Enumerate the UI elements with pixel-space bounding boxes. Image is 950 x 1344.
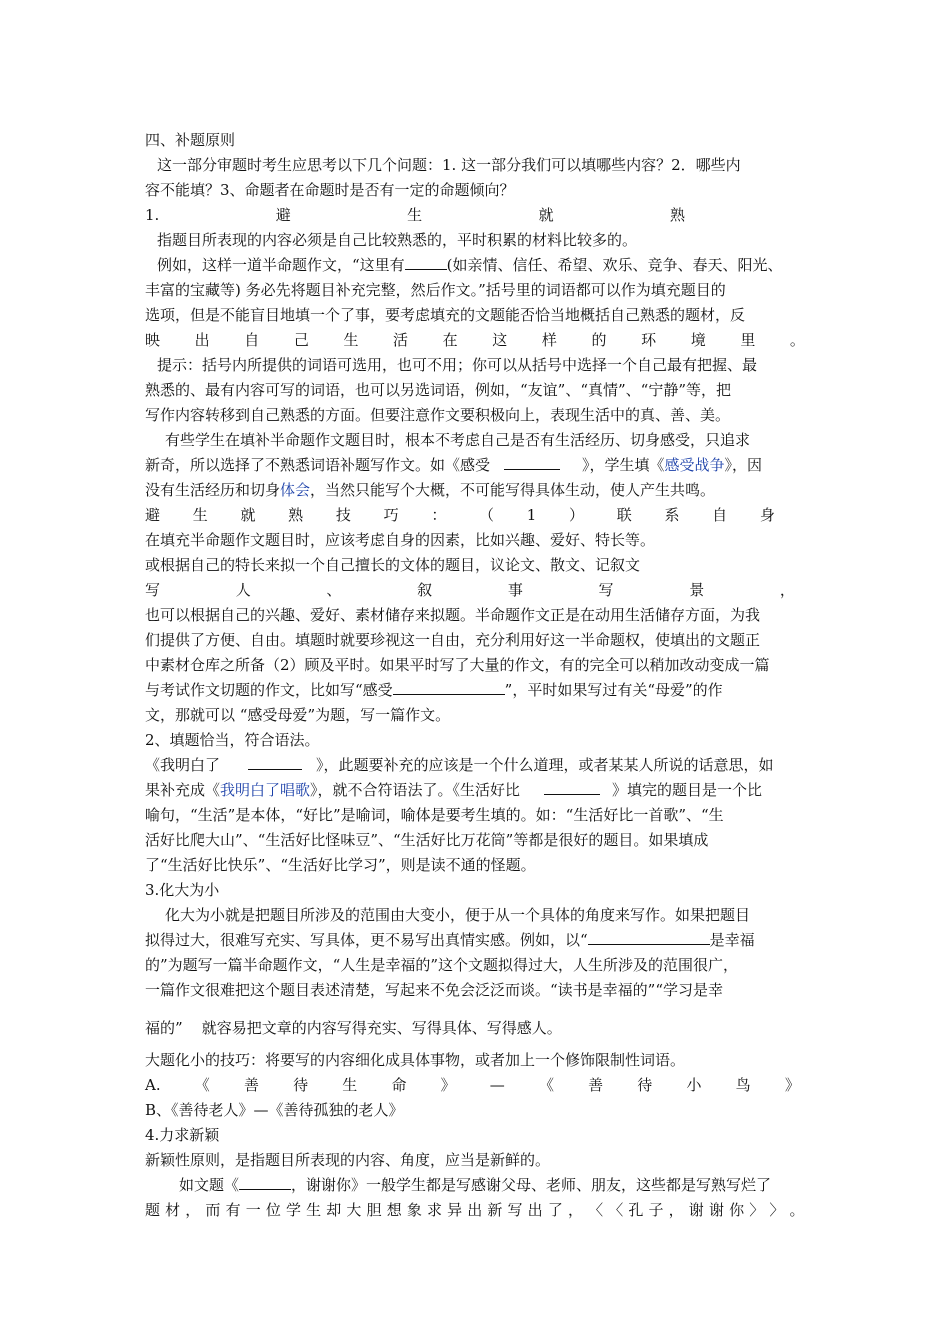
spread-char: 在 bbox=[442, 331, 458, 349]
paragraph-line: 中素材仓库之所备（2）顾及平时。如果平时写了大量的作文，有的完全可以稍加改动变成一篇 bbox=[145, 656, 770, 674]
paragraph-line-spread bbox=[145, 1200, 805, 1220]
text-run: ，当然只能写个大概，不可能写得具体生动，使人产生共鸣。 bbox=[310, 481, 716, 499]
spread-char: 谢 bbox=[708, 1201, 724, 1219]
spread-char: 善 bbox=[243, 1076, 259, 1094]
link-text[interactable]: 我明白了唱歌 bbox=[220, 781, 311, 799]
spread-char: 却 bbox=[326, 1201, 342, 1219]
paragraph-line: 们提供了方便、自由。填题时就要珍视这一自由，充分利用好这一半命题权，使填出的文题正 bbox=[145, 631, 761, 649]
text-run: 拟得过大，很难写充实、写具体，更不易写出真情实感。例如，以“ bbox=[145, 931, 588, 949]
paragraph-line: 新颖性原则，是指题目所表现的内容、角度，应当是新鲜的。 bbox=[145, 1151, 551, 1169]
spread-char: 》 bbox=[440, 1076, 456, 1094]
text-run: 》填完的题目是一个比 bbox=[612, 781, 763, 799]
paragraph-line bbox=[145, 930, 810, 950]
spread-char: 小 bbox=[686, 1076, 702, 1094]
spread-char: 〈 bbox=[588, 1201, 604, 1219]
paragraph-line: 大题化小的技巧：将要写的内容细化成具体事物，或者加上一个修饰限制性词语。 bbox=[145, 1051, 686, 1069]
spread-char: 而 bbox=[205, 1201, 221, 1219]
spread-char: 题 bbox=[145, 1201, 161, 1219]
example-spread bbox=[145, 1075, 800, 1095]
spread-char: 孔 bbox=[628, 1201, 644, 1219]
fill-blank bbox=[504, 455, 560, 470]
paragraph-line bbox=[145, 780, 810, 800]
spread-char: 映 bbox=[145, 331, 161, 349]
spread-char: 有 bbox=[225, 1201, 241, 1219]
spread-char: 出 bbox=[527, 1201, 543, 1219]
text-run: 》，此题要补充的应该是一个什么道理，或者某某人所说的话意思，如 bbox=[316, 756, 774, 774]
paragraph-line bbox=[145, 755, 810, 775]
spread-char: 活 bbox=[393, 331, 409, 349]
spread-char: 写 bbox=[598, 581, 614, 599]
text-run: 没有生活经历和切身 bbox=[145, 481, 281, 499]
text-run: ，谢谢你》一般学生都是写感谢父母、老师、朋友，这些都是写熟写烂了 bbox=[291, 1176, 772, 1194]
spread-char: 写 bbox=[507, 1201, 523, 1219]
spread-char: 事 bbox=[507, 581, 523, 599]
section-title-4: 四、补题原则 bbox=[145, 131, 236, 149]
spread-char: 鸟 bbox=[735, 1076, 751, 1094]
heading-spread bbox=[145, 505, 775, 525]
spread-char: 熟 bbox=[669, 206, 685, 224]
fill-blank bbox=[405, 255, 447, 270]
spread-char: 学 bbox=[285, 1201, 301, 1219]
spread-char: 《 bbox=[538, 1076, 554, 1094]
spread-char: 谢 bbox=[688, 1201, 704, 1219]
section-title-3: 3.化大为小 bbox=[145, 881, 220, 899]
paragraph-line: B、《善待老人》—《善待孤独的老人》 bbox=[145, 1101, 404, 1119]
paragraph-line: 一篇作文很难把这个题目表述清楚，写起来不免会泛泛而谈。“读书是幸福的”“学习是幸 bbox=[145, 981, 724, 999]
spread-char: 避 bbox=[275, 206, 291, 224]
spread-char: A. bbox=[145, 1076, 161, 1094]
spread-char: 〉 bbox=[749, 1201, 765, 1219]
paragraph-line bbox=[145, 680, 810, 700]
text-run: 《我明白了 bbox=[145, 756, 221, 774]
spread-char: 命 bbox=[391, 1076, 407, 1094]
fill-blank bbox=[248, 755, 302, 770]
spread-char: 待 bbox=[293, 1076, 309, 1094]
paragraph-line: 或根据自己的特长来拟一个自己擅长的文体的题目，议论文、散文、记叙文 bbox=[145, 556, 641, 574]
spread-char: 的 bbox=[591, 331, 607, 349]
spread-char: 景 bbox=[689, 581, 705, 599]
spread-char: 就 bbox=[240, 506, 256, 524]
spread-char: 就 bbox=[538, 206, 554, 224]
spread-char: 、 bbox=[326, 581, 342, 599]
spread-char: ） bbox=[569, 506, 585, 524]
paragraph-line bbox=[145, 1175, 810, 1195]
spread-char: 己 bbox=[293, 331, 309, 349]
heading-spread bbox=[145, 205, 685, 225]
spread-char: 巧 bbox=[383, 506, 399, 524]
paragraph-line bbox=[145, 255, 810, 275]
spread-char: 生 bbox=[192, 506, 208, 524]
paragraph-line: 文，那就可以 “感受母爱”为题，写一篇作文。 bbox=[145, 706, 451, 724]
text-run: 》，因 bbox=[724, 456, 763, 474]
link-text[interactable]: 体会 bbox=[280, 481, 311, 499]
spread-char: 新 bbox=[487, 1201, 503, 1219]
spread-char: 1 bbox=[526, 506, 537, 524]
fill-blank bbox=[544, 780, 600, 795]
paragraph-line: 的”为题写一篇半命题作文，“人生是幸福的”这个文题拟得过大，人生所涉及的范围很广， bbox=[145, 956, 739, 974]
spread-char: 生 bbox=[342, 1076, 358, 1094]
text-run: 是幸福 bbox=[709, 931, 755, 949]
spread-char: 身 bbox=[759, 506, 775, 524]
spread-char: 自 bbox=[244, 331, 260, 349]
spread-char: 求 bbox=[426, 1201, 442, 1219]
spread-char: 《 bbox=[194, 1076, 210, 1094]
spread-char: 环 bbox=[641, 331, 657, 349]
paragraph-line: 了“生活好比快乐”、“生活好比学习”，则是读不通的怪题。 bbox=[145, 856, 536, 874]
spread-char: 自 bbox=[712, 506, 728, 524]
spread-char: 大 bbox=[346, 1201, 362, 1219]
spread-char: 生 bbox=[306, 1201, 322, 1219]
paragraph-line: 提示：括号内所提供的词语可选用，也可不用；你可以从括号中选择一个自己最有把握、最 bbox=[157, 356, 758, 374]
spread-char: 叙 bbox=[417, 581, 433, 599]
text-run: 例如，这样一道半命题作文，“这里有 bbox=[157, 256, 405, 274]
spread-char: 一 bbox=[245, 1201, 261, 1219]
fill-blank bbox=[239, 1175, 291, 1190]
paragraph-line bbox=[145, 480, 810, 500]
spread-char: 联 bbox=[616, 506, 632, 524]
spread-char: 。 bbox=[789, 331, 805, 349]
spread-char: 〈 bbox=[608, 1201, 624, 1219]
fill-blank bbox=[588, 930, 710, 945]
spread-char: 避 bbox=[145, 506, 161, 524]
spread-char: 胆 bbox=[366, 1201, 382, 1219]
spread-char: 人 bbox=[235, 581, 251, 599]
spread-char: 》 bbox=[784, 1076, 800, 1094]
spread-char: ： bbox=[431, 506, 447, 524]
heading-spread bbox=[145, 580, 795, 600]
text-run: 》，学生填《 bbox=[582, 456, 665, 474]
spread-char: 生 bbox=[407, 206, 423, 224]
spread-char: 材 bbox=[165, 1201, 181, 1219]
paragraph-line: 活好比爬大山”、“生活好比怪味豆”、“生活好比万花筒”等都是很好的题目。如果填成 bbox=[145, 831, 709, 849]
spread-char: 1. bbox=[145, 206, 160, 224]
paragraph-line: 有些学生在填补半命题作文题目时，根本不考虑自己是否有生活经历、切身感受，只追求 bbox=[165, 431, 751, 449]
text-run: 如文题《 bbox=[179, 1176, 240, 1194]
spread-char: 子 bbox=[648, 1201, 664, 1219]
spread-char: ， bbox=[779, 581, 795, 599]
spread-char: 里 bbox=[740, 331, 756, 349]
spread-char: 熟 bbox=[288, 506, 304, 524]
paragraph-line: 化大为小就是把题目所涉及的范围由大变小，便于从一个具体的角度来写作。如果把题目 bbox=[165, 906, 751, 924]
paragraph-line-spread bbox=[145, 330, 805, 350]
spread-char: ， bbox=[668, 1201, 684, 1219]
paragraph-line bbox=[145, 455, 810, 475]
spread-char: 境 bbox=[690, 331, 706, 349]
spread-char: 你 bbox=[729, 1201, 745, 1219]
link-text[interactable]: 感受战争 bbox=[664, 456, 725, 474]
paragraph-line: 也可以根据自己的兴趣、爱好、素材储存来拟题。半命题作文正是在动用生活储存方面，为我 bbox=[145, 606, 761, 624]
spread-char: 生 bbox=[343, 331, 359, 349]
spread-char: — bbox=[489, 1076, 505, 1094]
text-run: (如亲情、信任、希望、欢乐、竞争、春天、阳光、 bbox=[446, 256, 783, 274]
paragraph-line: 指题目所表现的内容必须是自己比较熟悉的，平时积累的材料比较多的。 bbox=[157, 231, 638, 249]
spread-char: ， bbox=[567, 1201, 583, 1219]
text-run: 新奇，所以选择了不熟悉词语补题写作文。如《感受 bbox=[145, 456, 491, 474]
spread-char: 这 bbox=[492, 331, 508, 349]
spread-char: 象 bbox=[406, 1201, 422, 1219]
paragraph-line: 喻句，“生活”是本体，“好比”是喻词，喻体是要考生填的。如：“生活好比一首歌”、“生 bbox=[145, 806, 724, 824]
spread-char: 待 bbox=[637, 1076, 653, 1094]
paragraph-line: 选项，但是不能盲目地填一个了事，要考虑填充的文题能否恰当地概括自己熟悉的题材，反 bbox=[145, 306, 746, 324]
spread-char: 〉 bbox=[769, 1201, 785, 1219]
text-run: 》，就不合符语法了。《生活好比 bbox=[310, 781, 521, 799]
text-run: 果补充成《 bbox=[145, 781, 221, 799]
paragraph-line: 丰富的宝藏等) 务必先将题目补充完整，然后作文。”括号里的词语都可以作为填充题目的 bbox=[145, 281, 726, 299]
paragraph-line: 这一部分审题时考生应思考以下几个问题：1. 这一部分我们可以填哪些内容？2．哪些内 bbox=[157, 156, 741, 174]
paragraph-line: 在填充半命题作文题目时，应该考虑自身的因素，比如兴趣、爱好、特长等。 bbox=[145, 531, 656, 549]
section-title-2: 2、填题恰当，符合语法。 bbox=[145, 731, 320, 749]
spread-char: 。 bbox=[789, 1201, 805, 1219]
paragraph-line: 写作内容转移到自己熟悉的方面。但要注意作文要积极向上，表现生活中的真、善、美。 bbox=[145, 406, 731, 424]
spread-char: 出 bbox=[467, 1201, 483, 1219]
spread-char: 写 bbox=[145, 581, 161, 599]
spread-char: 系 bbox=[664, 506, 680, 524]
paragraph-line: 容不能填？3、命题者在命题时是否有一定的命题倾向？ bbox=[145, 181, 515, 199]
section-title-4b: 4.力求新颖 bbox=[145, 1126, 220, 1144]
spread-char: ， bbox=[185, 1201, 201, 1219]
spread-char: 善 bbox=[588, 1076, 604, 1094]
text-run: 与考试作文切题的作文，比如写“感受 bbox=[145, 681, 393, 699]
fill-blank bbox=[393, 680, 505, 695]
spread-char: 样 bbox=[541, 331, 557, 349]
spread-char: 出 bbox=[194, 331, 210, 349]
spread-char: 技 bbox=[335, 506, 351, 524]
text-run: ”，平时如果写过有关“母爱”的作 bbox=[504, 681, 723, 699]
paragraph-line: 福的” 就容易把文章的内容写得充实、写得具体、写得感人。 bbox=[145, 1019, 562, 1037]
spread-char: 了 bbox=[547, 1201, 563, 1219]
spread-char: 位 bbox=[265, 1201, 281, 1219]
spread-char: 异 bbox=[447, 1201, 463, 1219]
spread-char: （ bbox=[479, 506, 495, 524]
paragraph-line: 熟悉的、最有内容可写的词语，也可以另选词语，例如，“友谊”、“真情”、“宁静”等，把 bbox=[145, 381, 732, 399]
spread-char: 想 bbox=[386, 1201, 402, 1219]
